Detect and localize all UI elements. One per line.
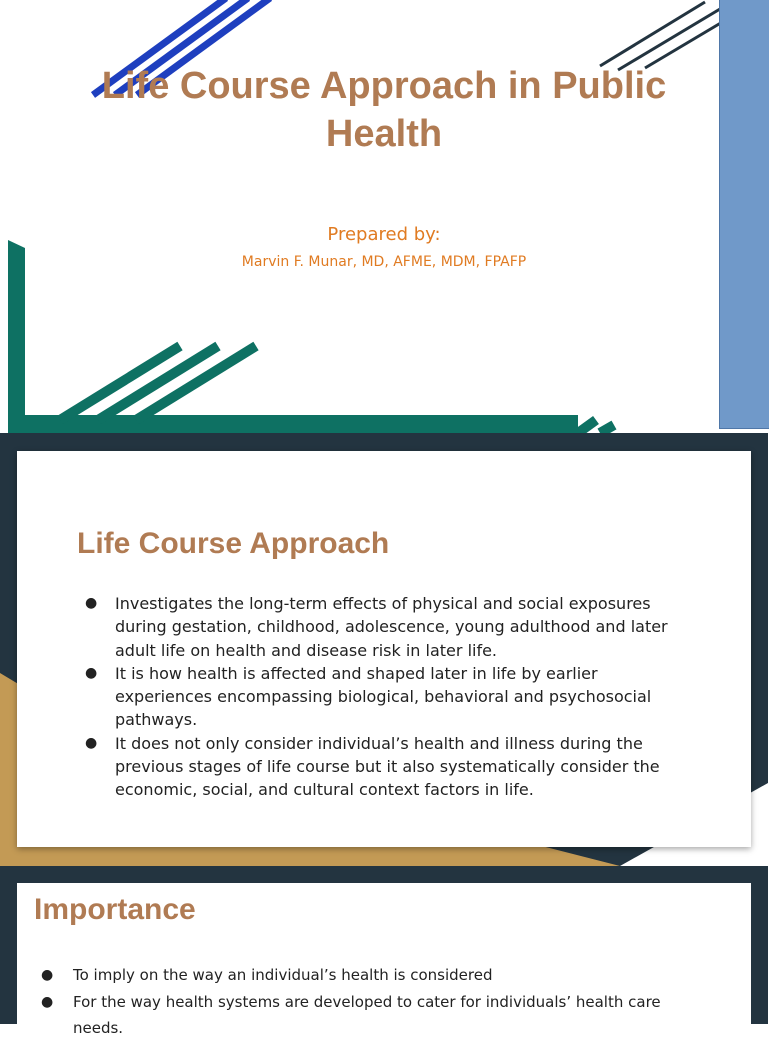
bullet-icon: ● <box>41 993 54 1010</box>
section-heading: Life Course Approach <box>77 527 390 560</box>
list-item: ● Investigates the long-term effects of physical and social exposures during gestation, childhood, adolescence, young adulthood and later adult life on health and disease risk in later life. <box>85 594 668 660</box>
title-slide <box>0 0 768 433</box>
importance-slide <box>0 866 768 1037</box>
life-course-slide <box>0 433 768 866</box>
bullet-list <box>85 592 685 802</box>
list-item: ● For the way health systems are developed to cater for individuals’ health care needs. <box>41 989 701 1042</box>
section-heading: Importance <box>34 893 196 926</box>
content-card <box>17 883 751 1043</box>
list-item: ● It is how health is affected and shaped later in life by earlier experiences encompassing biological, behavioral and psychosocial pathways. <box>85 663 652 730</box>
list-item: ● It does not only consider individual’s health and illness during the previous stages of life course but it also systematically consider the economic, social, and cultural context factors in life. <box>85 733 660 800</box>
author-name: Marvin F. Munar, MD, AFME, MDM, FPAFP <box>241 254 527 270</box>
bullet-icon: ● <box>85 734 98 751</box>
prepared-by-label: Prepared by: <box>327 224 441 245</box>
bullet-list <box>41 962 701 1042</box>
content-card <box>17 451 751 847</box>
blue-side-panel <box>719 0 769 429</box>
bullet-icon: ● <box>85 595 98 611</box>
list-item: ● To imply on the way an individual’s health is considered <box>41 962 701 989</box>
bullet-icon: ● <box>41 967 54 983</box>
presentation-title: Life Course Approach in Public Health <box>101 65 667 155</box>
bullet-icon: ● <box>85 664 98 681</box>
